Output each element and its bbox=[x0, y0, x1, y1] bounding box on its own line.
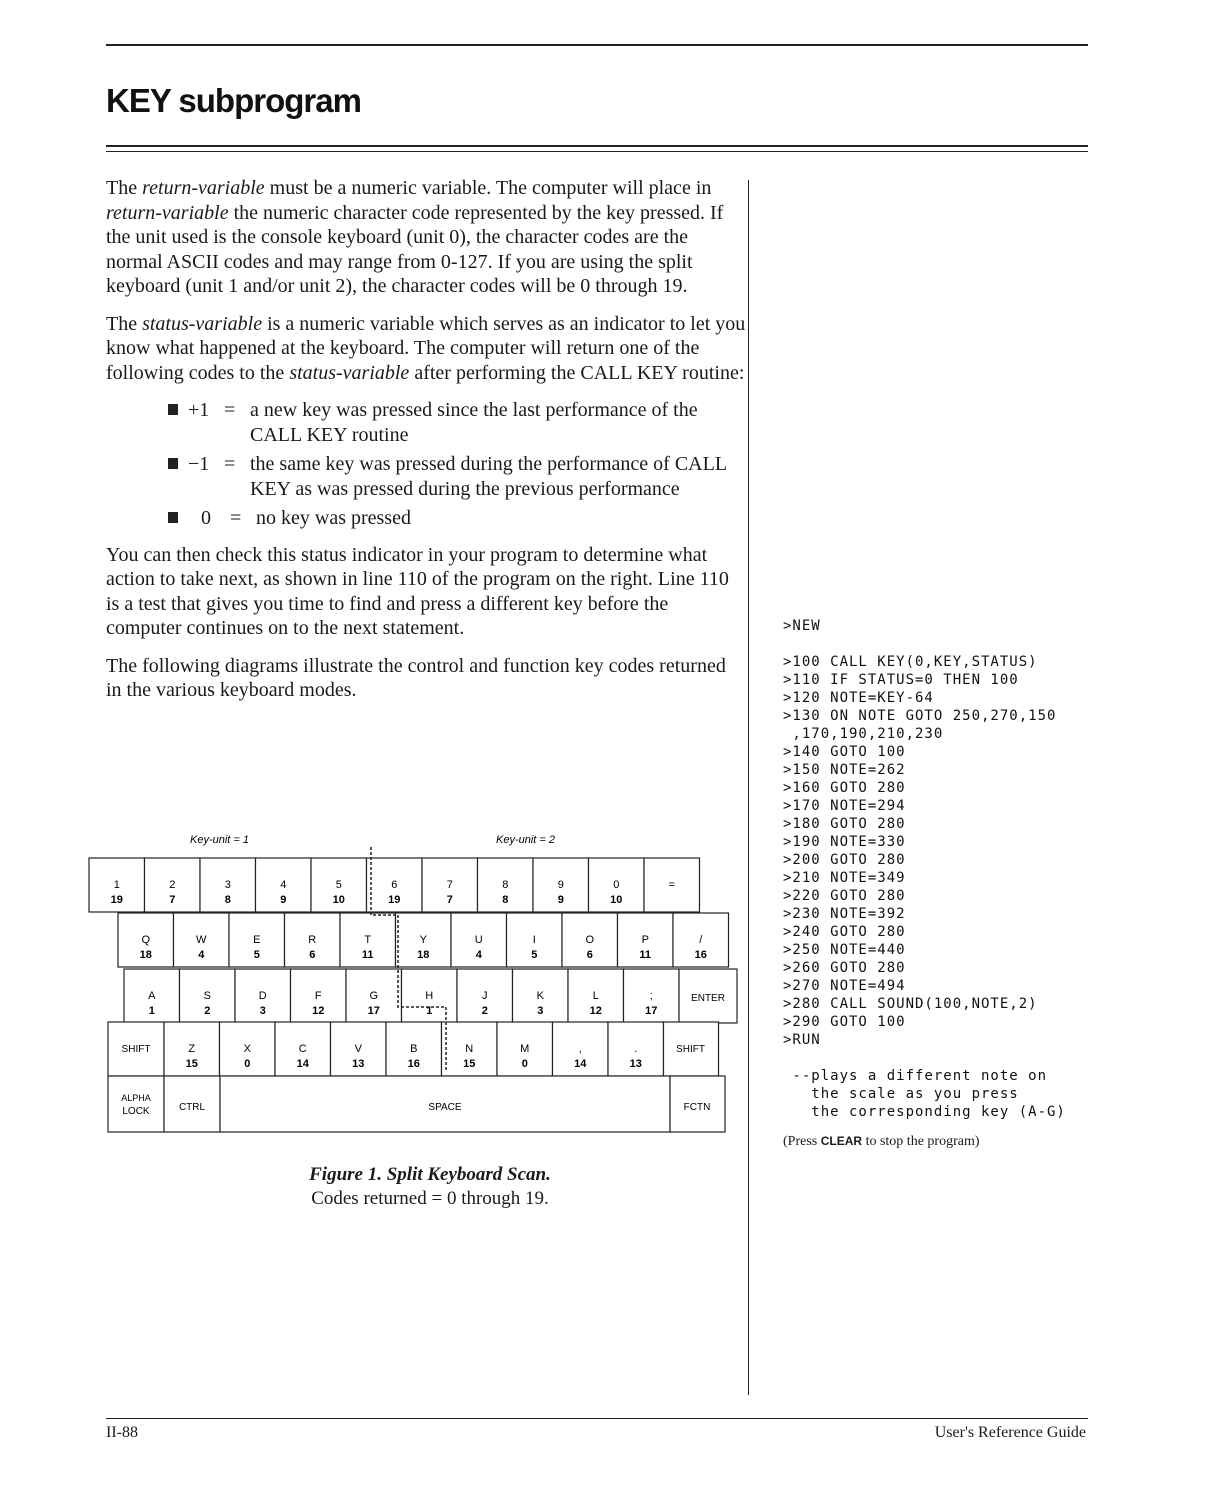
key-label: I bbox=[532, 934, 536, 946]
key-code: 4 bbox=[198, 949, 205, 961]
space-label: SPACE bbox=[428, 1102, 462, 1113]
code-line: >290 GOTO 100 bbox=[783, 1014, 906, 1030]
paragraph-return-variable: The return-variable must be a numeric variable. The computer will place in return-variable the numeric character code represented by the key pressed. If the unit used is the console keyboard (unit 0), the character codes are the normal ASCII codes and may range from 0-127. If you are using the split keyboard (unit 1 and/or unit 2), the character codes will be 0 through 19. bbox=[106, 177, 724, 297]
list-item: 0 = no key was pressed bbox=[168, 506, 746, 531]
alpha-lock-key bbox=[108, 1076, 164, 1132]
key-label: K bbox=[536, 990, 544, 1002]
code-line: >190 NOTE=330 bbox=[783, 834, 906, 850]
key-label: D bbox=[258, 990, 267, 1002]
key-label: E bbox=[253, 934, 261, 946]
key-label: H bbox=[425, 990, 434, 1002]
key-code: 15 bbox=[185, 1058, 198, 1070]
key-code: 2 bbox=[204, 1005, 211, 1017]
key-code: 8 bbox=[502, 894, 509, 906]
paragraph-diagrams: The following diagrams illustrate the control and function key codes returned in the various keyboard modes. bbox=[106, 654, 726, 701]
code-line: >120 NOTE=KEY-64 bbox=[783, 690, 934, 706]
code-line: >280 CALL SOUND(100,NOTE,2) bbox=[783, 996, 1038, 1012]
key-code: 19 bbox=[110, 894, 123, 906]
key-label: 7 bbox=[446, 879, 453, 891]
alpha-label: ALPHA bbox=[121, 1093, 151, 1103]
key-label: P bbox=[641, 934, 649, 946]
title-rule-thick bbox=[106, 145, 1088, 147]
code-line: >220 GOTO 280 bbox=[783, 888, 906, 904]
key-label: R bbox=[308, 934, 317, 946]
key-label: C bbox=[298, 1043, 307, 1055]
key-label: L bbox=[592, 990, 599, 1002]
code-line: >230 NOTE=392 bbox=[783, 906, 906, 922]
page-number: II-88 bbox=[106, 1424, 138, 1441]
fctn-label: FCTN bbox=[683, 1102, 711, 1113]
shift-right-label: SHIFT bbox=[676, 1044, 705, 1055]
key-label: F bbox=[314, 990, 322, 1002]
key-label: 5 bbox=[335, 879, 342, 891]
key-code: 5 bbox=[531, 949, 538, 961]
key-code: 9 bbox=[557, 894, 564, 906]
key-code: 14 bbox=[574, 1058, 587, 1070]
key-code: 1 bbox=[426, 1005, 433, 1017]
unit1-label: Key-unit = 1 bbox=[190, 834, 250, 846]
key-label: B bbox=[410, 1043, 418, 1055]
key-code: 16 bbox=[694, 949, 707, 961]
code-line: the corresponding key (A-G) bbox=[783, 1104, 1066, 1120]
key-code: 11 bbox=[639, 949, 652, 961]
code-line: ,170,190,210,230 bbox=[783, 726, 944, 742]
stop-note: (Press CLEAR to stop the program) bbox=[783, 1134, 980, 1149]
key-code: 12 bbox=[312, 1005, 325, 1017]
key-code: 13 bbox=[629, 1058, 642, 1070]
code-line: >140 GOTO 100 bbox=[783, 744, 906, 760]
key-code: 1 bbox=[148, 1005, 155, 1017]
key-code: 19 bbox=[388, 894, 401, 906]
key-code: 18 bbox=[417, 949, 430, 961]
code-line: >170 NOTE=294 bbox=[783, 798, 906, 814]
key-code: 18 bbox=[139, 949, 152, 961]
key-label: 8 bbox=[502, 879, 509, 891]
key-label: 0 bbox=[613, 879, 620, 891]
unit2-label: Key-unit = 2 bbox=[496, 834, 556, 846]
key-code: 10 bbox=[332, 894, 345, 906]
shift-left-label: SHIFT bbox=[121, 1044, 151, 1055]
key-label: 1 bbox=[113, 879, 120, 891]
code-line bbox=[783, 635, 1066, 653]
code-line: >110 IF STATUS=0 THEN 100 bbox=[783, 672, 1019, 688]
program-listing bbox=[783, 617, 1066, 1121]
key-label: S bbox=[203, 990, 211, 1002]
code-line: >130 ON NOTE GOTO 250,270,150 bbox=[783, 708, 1057, 724]
title-rule-thin bbox=[106, 151, 1088, 152]
key-code: 6 bbox=[309, 949, 316, 961]
code-line bbox=[783, 1049, 1066, 1067]
key-code: 16 bbox=[407, 1058, 420, 1070]
code-line: >200 GOTO 280 bbox=[783, 852, 906, 868]
key-label: , bbox=[578, 1043, 582, 1055]
enter-label: ENTER bbox=[691, 993, 725, 1004]
code-line: >210 NOTE=349 bbox=[783, 870, 906, 886]
key-code: 0 bbox=[244, 1058, 251, 1070]
code-line: the scale as you press bbox=[783, 1086, 1019, 1102]
key-code: 7 bbox=[169, 894, 176, 906]
key-code: 0 bbox=[521, 1058, 528, 1070]
code-line: >150 NOTE=262 bbox=[783, 762, 906, 778]
key-code: 6 bbox=[586, 949, 593, 961]
key-label: O bbox=[585, 934, 595, 946]
code-line: >RUN bbox=[783, 1032, 821, 1048]
key-label: M bbox=[520, 1043, 530, 1055]
key-code: 13 bbox=[352, 1058, 365, 1070]
column-divider bbox=[748, 180, 749, 1395]
footer-rule bbox=[106, 1418, 1088, 1419]
key-code: 4 bbox=[475, 949, 482, 961]
key-label: / bbox=[699, 934, 703, 946]
caption-codes: Codes returned = 0 through 19. bbox=[311, 1188, 549, 1209]
code-line: >NEW bbox=[783, 618, 821, 634]
key-label: 4 bbox=[280, 879, 287, 891]
code-line: >180 GOTO 280 bbox=[783, 816, 906, 832]
list-item: +1 = a new key was pressed since the last performance of the CALL KEY routine bbox=[168, 398, 746, 447]
code-line: >260 GOTO 280 bbox=[783, 960, 906, 976]
body-text bbox=[106, 176, 746, 716]
code-line: >160 GOTO 280 bbox=[783, 780, 906, 796]
paragraph-status-check: You can then check this status indicator in your program to determine what action to take next, as shown in line 110 of the program on the right. Line 110 is a test that gives you time to find and press a different key before the computer continues on to the next statement. bbox=[106, 543, 729, 639]
key-label: N bbox=[465, 1043, 474, 1055]
key-code: 8 bbox=[224, 894, 231, 906]
key-label: V bbox=[354, 1043, 362, 1055]
key-code: 10 bbox=[610, 894, 623, 906]
code-line: >240 GOTO 280 bbox=[783, 924, 906, 940]
top-rule bbox=[106, 44, 1088, 46]
key-label: 3 bbox=[224, 879, 231, 891]
key-label: Q bbox=[141, 934, 151, 946]
key-label: ; bbox=[649, 990, 653, 1002]
key-label: W bbox=[196, 934, 207, 946]
key-code: 17 bbox=[367, 1005, 380, 1017]
key-label: 6 bbox=[391, 879, 398, 891]
key-label: X bbox=[243, 1043, 251, 1055]
key-code: 17 bbox=[645, 1005, 658, 1017]
key-code: 9 bbox=[280, 894, 287, 906]
page-title: KEY subprogram bbox=[106, 82, 361, 119]
lock-label: LOCK bbox=[122, 1106, 150, 1117]
code-line: >250 NOTE=440 bbox=[783, 942, 906, 958]
key-label: . bbox=[634, 1043, 638, 1055]
key-code: 14 bbox=[296, 1058, 309, 1070]
keyboard-keys bbox=[89, 858, 737, 1132]
key-label: = bbox=[668, 879, 675, 891]
figure-caption bbox=[0, 1163, 860, 1211]
key-code: 11 bbox=[361, 949, 374, 961]
key-code: 12 bbox=[589, 1005, 602, 1017]
key-code: 5 bbox=[253, 949, 260, 961]
status-code-list bbox=[168, 398, 746, 531]
paragraph-status-variable: The status-variable is a numeric variable which serves as an indicator to let you know what happened at the keyboard. The computer will return one of the following codes to the status-variable after performing the CALL KEY routine: bbox=[106, 312, 746, 384]
key-code: 3 bbox=[259, 1005, 266, 1017]
key-label: Y bbox=[419, 934, 427, 946]
guide-name: User's Reference Guide bbox=[934, 1424, 1086, 1441]
key-label: T bbox=[364, 934, 372, 946]
ctrl-label: CTRL bbox=[178, 1102, 206, 1113]
key-code: 15 bbox=[463, 1058, 476, 1070]
key-label: 9 bbox=[557, 879, 564, 891]
key-label: 2 bbox=[169, 879, 176, 891]
key-code: 3 bbox=[537, 1005, 544, 1017]
key-label: A bbox=[148, 990, 156, 1002]
list-item: −1 = the same key was pressed during the performance of CALL KEY as was pressed during the previous performance bbox=[168, 452, 746, 501]
key-code: 7 bbox=[446, 894, 453, 906]
key-label: J bbox=[482, 990, 488, 1002]
key-label: U bbox=[474, 934, 483, 946]
key-code: 2 bbox=[481, 1005, 488, 1017]
key-label: G bbox=[369, 990, 379, 1002]
key-label: Z bbox=[188, 1043, 196, 1055]
caption-title: Figure 1. Split Keyboard Scan. bbox=[309, 1164, 551, 1185]
split-keyboard-diagram bbox=[0, 825, 760, 1145]
code-line: --plays a different note on bbox=[783, 1068, 1048, 1084]
code-line: >100 CALL KEY(0,KEY,STATUS) bbox=[783, 654, 1038, 670]
code-line: >270 NOTE=494 bbox=[783, 978, 906, 994]
